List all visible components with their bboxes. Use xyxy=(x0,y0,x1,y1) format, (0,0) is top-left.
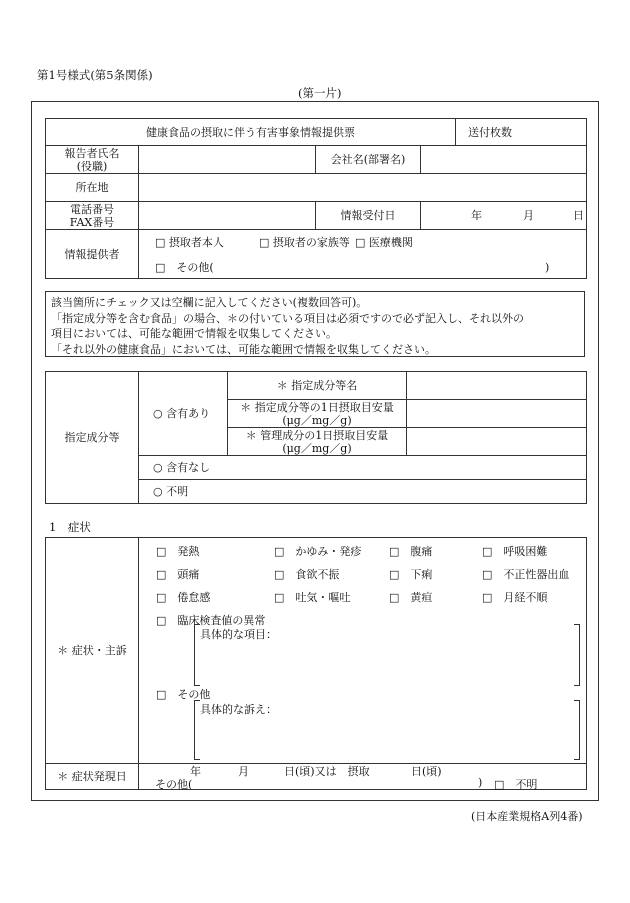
lab-detail-field[interactable] xyxy=(200,640,572,682)
lab-detail-label: 具体的な項目： xyxy=(200,628,277,641)
symptom-menstrual-checkbox[interactable]: □ 月経不順 xyxy=(482,591,548,604)
provider-medical-checkbox[interactable]: □ 医療機関 xyxy=(355,236,413,249)
ingredient-name-field[interactable] xyxy=(407,372,587,400)
symptom-other-checkbox[interactable]: □ その他 xyxy=(156,688,211,701)
provider-family-checkbox[interactable]: □ 摂取者の家族等 xyxy=(259,236,350,249)
section-1-heading: 1 症状 xyxy=(49,520,91,534)
symptom-jaundice-checkbox[interactable]: □ 黄疸 xyxy=(389,591,433,604)
symptom-appetite-checkbox[interactable]: □ 食欲不振 xyxy=(274,568,340,581)
page-label: (第一片) xyxy=(298,86,342,100)
onset-unknown-checkbox[interactable]: □ 不明 xyxy=(494,778,538,791)
symptom-breathing-checkbox[interactable]: □ 呼吸困難 xyxy=(482,545,548,558)
ingredients-table xyxy=(45,371,587,504)
symptom-headache-checkbox[interactable]: □ 頭痛 xyxy=(156,568,200,581)
symptom-abdominal-pain-checkbox[interactable]: □ 腹痛 xyxy=(389,545,433,558)
provider-label: 情報提供者 xyxy=(46,230,139,279)
onset-other[interactable]: その他( xyxy=(155,778,193,791)
reporter-name-field[interactable] xyxy=(139,146,316,174)
provider-self-checkbox[interactable]: □ 摂取者本人 xyxy=(155,236,224,249)
date-month: 月 xyxy=(523,209,534,222)
symptom-itch-checkbox[interactable]: □ かゆみ・発疹 xyxy=(274,545,362,558)
ingredients-present-radio[interactable]: ○ 含有あり xyxy=(139,372,228,456)
form-number-label: 第1号様式(第5条関係) xyxy=(37,68,153,82)
symptom-nausea-checkbox[interactable]: □ 吐気・嘔吐 xyxy=(274,591,351,604)
note-line-2: 「指定成分等を含む食品」の場合、＊の付いている項目は必須ですので必ず記入し、それ以外の xyxy=(51,311,524,325)
date-year: 年 xyxy=(471,209,482,222)
received-date-label: 情報受付日 xyxy=(316,202,421,230)
other-detail-bracket-right xyxy=(574,700,580,760)
onset-label: ＊ 症状発現日 xyxy=(46,764,139,790)
other-detail-label: 具体的な訴え： xyxy=(200,703,277,716)
company-field[interactable] xyxy=(421,146,587,174)
symptoms-label: ＊ 症状・主訴 xyxy=(46,538,139,764)
address-field[interactable] xyxy=(139,174,587,202)
symptom-fatigue-checkbox[interactable]: □ 倦怠感 xyxy=(156,591,211,604)
symptom-lab-abnormal-checkbox[interactable]: □ 臨床検査値の異常 xyxy=(156,614,266,627)
ingredient-name-label: ＊ 指定成分等名 xyxy=(228,372,407,400)
phone-fax-field[interactable] xyxy=(139,202,316,230)
note-line-3: 項目においては、可能な範囲で情報を収集してください。 xyxy=(51,327,337,340)
symptom-fever-checkbox[interactable]: □ 発熱 xyxy=(156,545,200,558)
other-detail-field[interactable] xyxy=(200,715,572,757)
footer-standard: (日本産業規格A列4番) xyxy=(471,810,583,823)
symptom-diarrhea-checkbox[interactable]: □ 下痢 xyxy=(389,568,433,581)
provider-other-close: ) xyxy=(545,261,550,274)
ingredients-label: 指定成分等 xyxy=(46,372,139,504)
phone-fax-label: 電話番号 FAX番号 xyxy=(46,202,139,230)
ingredients-none-radio[interactable]: ○ 含有なし xyxy=(139,456,587,480)
mgmt-intake-label: ＊ 管理成分の1日摂取目安量 (μg／mg／g) xyxy=(228,428,407,456)
mgmt-intake-field[interactable] xyxy=(407,428,587,456)
received-date-field[interactable] xyxy=(421,202,587,230)
note-line-4: 「それ以外の健康食品」においては、可能な範囲で情報を収集してください。 xyxy=(51,342,436,356)
onset-month: 月 xyxy=(238,765,249,778)
company-label: 会社名(部署名) xyxy=(316,146,421,174)
lab-detail-bracket-right xyxy=(574,624,580,686)
address-label: 所在地 xyxy=(46,174,139,202)
onset-day-or-intake: 日(頃)又は 摂取 xyxy=(284,765,370,778)
reporter-name-label: 報告者氏名 (役職) xyxy=(46,146,139,174)
onset-year: 年 xyxy=(190,765,201,778)
ingredients-unknown-radio[interactable]: ○ 不明 xyxy=(139,480,587,504)
onset-day-approx: 日(頃) xyxy=(411,765,442,778)
onset-other-close: ) xyxy=(478,776,483,789)
ingredient-intake-field[interactable] xyxy=(407,400,587,428)
sheet-count-label: 送付枚数 xyxy=(456,119,587,146)
ingredient-intake-label: ＊ 指定成分等の1日摂取目安量 (μg／mg／g) xyxy=(228,400,407,428)
date-day: 日 xyxy=(573,209,584,222)
reporter-table xyxy=(45,118,587,279)
provider-other-checkbox[interactable]: □ その他( xyxy=(155,261,214,274)
symptom-bleeding-checkbox[interactable]: □ 不正性器出血 xyxy=(482,568,570,581)
provider-options xyxy=(139,230,587,279)
instructions-box xyxy=(45,291,585,357)
form-title: 健康食品の摂取に伴う有害事象情報提供票 xyxy=(46,119,456,146)
note-line-1: 該当箇所にチェック又は空欄に記入してください(複数回答可)。 xyxy=(51,296,368,309)
